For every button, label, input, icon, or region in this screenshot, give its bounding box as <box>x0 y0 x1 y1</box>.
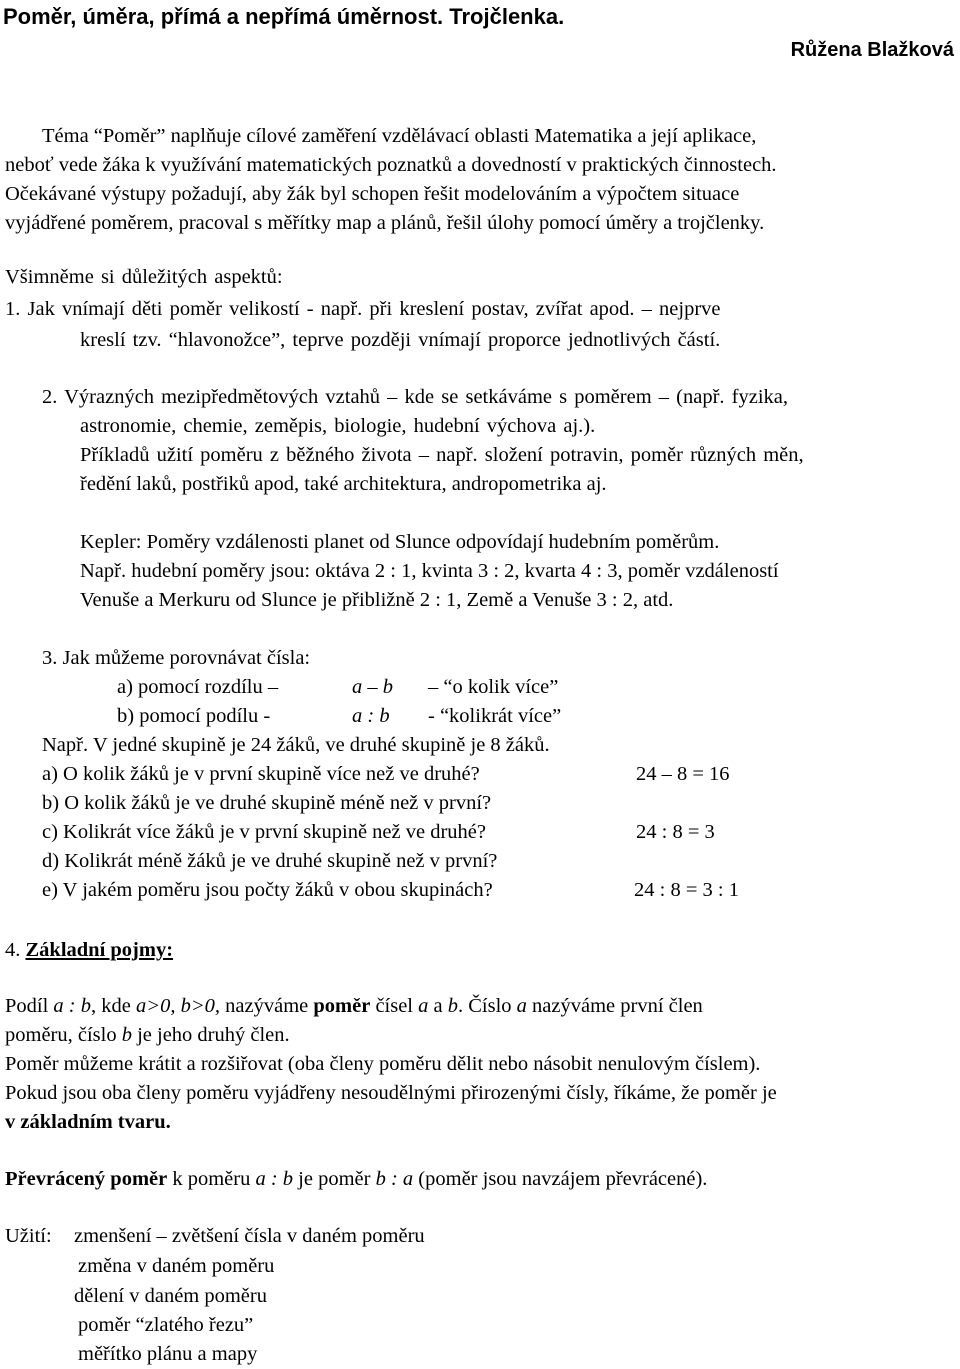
def-math: b <box>447 995 458 1017</box>
def-text: nazýváme první člen <box>526 995 703 1017</box>
answer-a: 24 – 8 = 16 <box>636 763 730 785</box>
question-e: e) V jakém poměru jsou počty žáků v obou skupinách? <box>42 879 493 901</box>
def-text: čísel <box>370 995 419 1017</box>
def-text: Podíl <box>5 995 54 1017</box>
usage-item: dělení v daném poměru <box>74 1285 267 1307</box>
intro-line-2: neboť vede žáka k využívání matematických poznatků a dovedností v praktických činnostech. <box>5 154 777 176</box>
question-d: d) Kolikrát méně žáků je ve druhé skupině než v první? <box>42 850 498 872</box>
document-title: Poměr, úměra, přímá a nepřímá úměrnost. Trojčlenka. <box>3 4 565 29</box>
def-math: a <box>516 995 527 1017</box>
aspects-heading: Všimněme si důležitých aspektů: <box>5 266 283 288</box>
aspect-2-line-3: Příkladů užití poměru z běžného života – např. složení potravin, poměr různých měn, <box>80 444 804 466</box>
def-text: , kde <box>91 995 136 1017</box>
usage-item: zmenšení – zvětšení čísla v daném poměru <box>74 1225 425 1247</box>
def-text: je poměr <box>293 1168 376 1190</box>
question-a: a) O kolik žáků je v první skupině více než ve druhé? <box>42 763 480 785</box>
compare-a-description: – “o kolik více” <box>428 676 559 698</box>
def-text: je jeho druhý člen. <box>131 1024 290 1046</box>
usage-label: Užití: <box>5 1225 52 1247</box>
definition-basic-form-term: v základním tvaru. <box>5 1111 171 1133</box>
def-math: b <box>121 1024 132 1046</box>
kepler-line-1: Kepler: Poměry vzdálenosti planet od Slunce odpovídají hudebním poměrům. <box>80 531 720 553</box>
kepler-line-2: Např. hudební poměry jsou: oktáva 2 : 1, kvinta 3 : 2, kvarta 4 : 3, poměr vzdáleností <box>80 560 779 582</box>
intro-line-3: Očekávané výstupy požadují, aby žák byl schopen řešit modelováním a výpočtem situace <box>5 183 740 205</box>
aspect-2-line-4: ředění laků, postřiků apod, také architektura, andropometrika aj. <box>80 473 607 495</box>
definition-ratio <box>5 992 703 1021</box>
def-term: poměr <box>313 995 371 1017</box>
kepler-line-3: Venuše a Merkuru od Slunce je přibližně 2 : 1, Země a Venuše 3 : 2, atd. <box>80 589 674 611</box>
answer-c: 24 : 8 = 3 <box>636 821 715 843</box>
def-math: a : b <box>53 995 91 1017</box>
usage-item: změna v daném poměru <box>78 1255 275 1277</box>
def-math: b : a <box>375 1168 414 1190</box>
definition-reduce: Poměr můžeme krátit a rozšiřovat (oba členy poměru dělit nebo násobit nenulovým číslem). <box>5 1053 761 1075</box>
intro-line-4: vyjádřené poměrem, pracoval s měřítky map a plánů, řešil úlohy pomocí úměry a trojčlenky. <box>5 212 765 234</box>
def-text: (poměr jsou navzájem převrácené). <box>413 1168 708 1190</box>
definition-reverse <box>5 1165 707 1194</box>
compare-b-label: b) pomocí podílu - <box>117 705 271 727</box>
usage-item: poměr “zlatého řezu” <box>78 1314 254 1336</box>
aspect-1-line-1: 1. Jak vnímají děti poměr velikostí - např. při kreslení postav, zvířat apod. – nejprve <box>5 298 721 320</box>
compare-b-description: - “kolikrát více” <box>428 705 562 727</box>
def-math: a : b <box>255 1168 294 1190</box>
def-math: a>0, b>0, <box>135 995 221 1017</box>
basics-number: 4. <box>5 939 26 961</box>
aspect-2-line-1: 2. Výrazných mezipředmětových vztahů – kde se setkáváme s poměrem – (např. fyzika, <box>42 386 788 408</box>
intro-line-1: Téma “Poměr” naplňuje cílové zaměření vzdělávací oblasti Matematika a její aplikace, <box>42 125 757 147</box>
answer-e: 24 : 8 = 3 : 1 <box>634 879 739 901</box>
def-math: a <box>418 995 429 1017</box>
compare-a-expression: a – b <box>352 676 393 698</box>
author-name: Růžena Blažková <box>790 39 954 61</box>
def-term: Převrácený poměr <box>5 1168 168 1190</box>
definition-ratio-cont <box>5 1021 290 1050</box>
def-text: nazýváme <box>220 995 314 1017</box>
compare-b-expression: a : b <box>352 705 390 727</box>
compare-heading: 3. Jak můžeme porovnávat čísla: <box>42 647 311 669</box>
aspect-1-line-2: kreslí tzv. “hlavonožce”, teprve později vnímají proporce jednotlivých částí. <box>80 329 721 351</box>
definition-basic-form: Pokud jsou oba členy poměru vyjádřeny nesoudělnými přirozenými čísly, říkáme, že poměr je <box>5 1082 777 1104</box>
def-text: k poměru <box>167 1168 256 1190</box>
basics-heading-row <box>5 936 173 965</box>
basics-heading: Základní pojmy: <box>25 939 174 961</box>
compare-a-label: a) pomocí rozdílu – <box>117 676 279 698</box>
aspect-2-line-2: astronomie, chemie, zeměpis, biologie, hudební výchova aj.). <box>80 415 596 437</box>
def-text: . Číslo <box>458 995 517 1017</box>
def-text: poměru, číslo <box>5 1024 122 1046</box>
question-c: c) Kolikrát více žáků je v první skupině než ve druhé? <box>42 821 486 843</box>
compare-example: Např. V jedné skupině je 24 žáků, ve druhé skupině je 8 žáků. <box>42 734 550 756</box>
usage-item: měřítko plánu a mapy <box>78 1343 258 1365</box>
question-b: b) O kolik žáků je ve druhé skupině méně než v první? <box>42 792 492 814</box>
def-text: a <box>428 995 448 1017</box>
